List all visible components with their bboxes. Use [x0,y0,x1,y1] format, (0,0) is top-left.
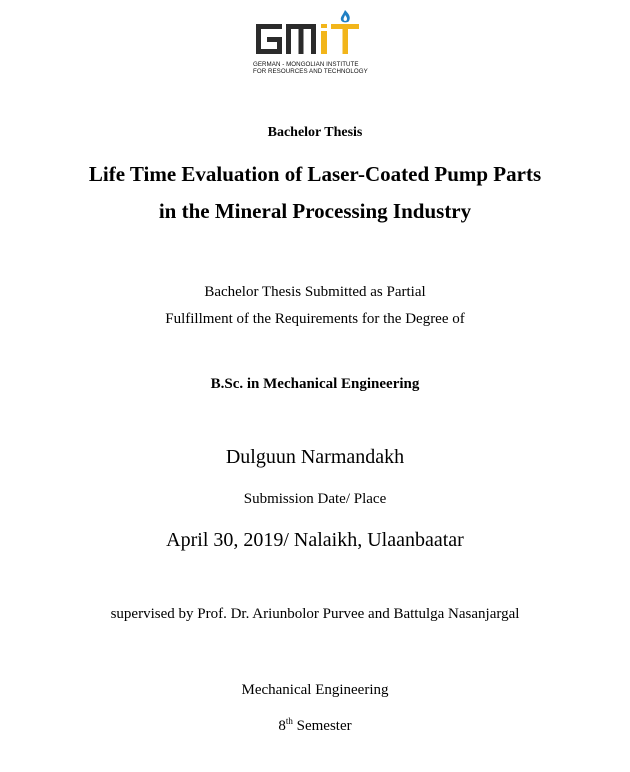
degree-name: B.Sc. in Mechanical Engineering [210,376,420,392]
document-type-label: Bachelor Thesis [267,125,363,140]
semester-line [0,718,630,735]
semester-word: Semester [296,718,352,734]
logo-caption [253,61,368,75]
gmit-logo-mark [253,8,393,60]
logo-letter-t [331,24,359,54]
logo-letter-g [256,24,282,54]
institute-logo [253,8,393,83]
supervisors-line: supervised by Prof. Dr. Ariunbolor Purvee and Battulga Nasanjargal [110,606,520,622]
submission-date-label: Submission Date/ Place [243,491,387,507]
semester-ordinal-suffix: th [285,716,293,726]
thesis-title-line-1: Life Time Evaluation of Laser-Coated Pump Parts [88,162,542,186]
semester-number: 8 [278,718,286,734]
logo-letter-i [321,24,327,54]
logo-caption-line-1: GERMAN - MONGOLIAN INSTITUTE [253,61,359,68]
department-name: Mechanical Engineering [241,682,389,698]
author-name: Dulguun Narmandakh [225,446,405,468]
submission-date-place: April 30, 2019/ Nalaikh, Ulaanbaatar [166,529,464,551]
logo-letter-m [286,24,316,54]
logo-caption-line-2: FOR RESOURCES AND TECHNOLOGY [253,68,368,76]
submission-statement-line-1: Bachelor Thesis Submitted as Partial [204,284,426,300]
flame-icon [341,10,350,22]
submission-statement-line-2: Fulfillment of the Requirements for the Degree of [165,311,465,327]
thesis-title-line-2: in the Mineral Processing Industry [158,199,472,223]
